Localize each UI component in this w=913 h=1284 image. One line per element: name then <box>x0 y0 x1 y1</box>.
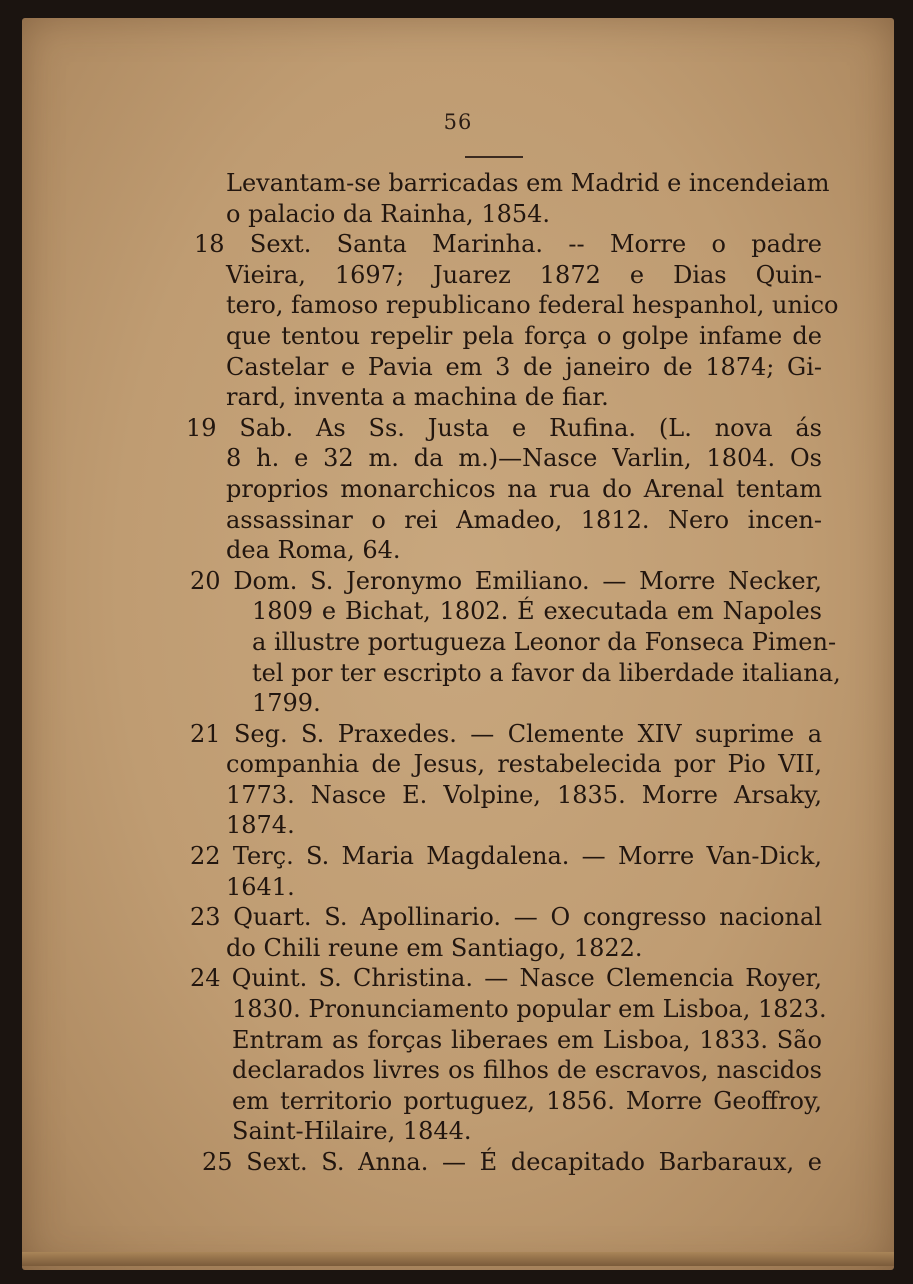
text-line: 1874. <box>226 811 295 840</box>
header-rule <box>465 156 523 158</box>
text-line: 19 Sab. As Ss. Justa e Rufina. (L. nova ás <box>186 413 822 442</box>
text-line: assassinar o rei Amadeo, 1812. Nero incen- <box>226 505 822 534</box>
text-line: que tentou repelir pela força o golpe infame de <box>226 321 822 350</box>
text-line: companhia de Jesus, restabelecida por Pio VII, <box>226 750 822 779</box>
text-line: Entram as forças liberaes em Lisboa, 1833. São <box>232 1025 822 1054</box>
text-line: declarados livres os filhos de escravos, nascidos <box>232 1056 822 1085</box>
text-line: Saint-Hilaire, 1844. <box>232 1117 472 1146</box>
text-line: 1830. Pronunciamento popular em Lisboa, 1823. <box>232 995 827 1024</box>
text-line: tero, famoso republicano federal hespanhol, unico <box>226 291 839 320</box>
text-line: 1799. <box>252 689 321 718</box>
text-line: 25 Sext. S. Anna. — É decapitado Barbaraux, e <box>202 1148 822 1176</box>
text-line: proprios monarchicos na rua do Arenal tentam <box>226 474 822 503</box>
text-line: em territorio portuguez, 1856. Morre Geoffroy, <box>232 1086 822 1115</box>
text-line: Levantam-se barricadas em Madrid e incendeiam <box>226 169 830 197</box>
page-text <box>182 168 841 1178</box>
text-line: 20 Dom. S. Jeronymo Emiliano. — Morre Necker, <box>190 566 822 595</box>
text-line: 8 h. e 32 m. da m.)—Nasce Varlin, 1804. Os <box>226 444 822 473</box>
text-line: rard, inventa a machina de fiar. <box>226 383 609 412</box>
text-line: 1641. <box>226 872 295 901</box>
text-line: 22 Terç. S. Maria Magdalena. — Morre Van-Dick, <box>190 842 822 871</box>
book-page <box>22 18 894 1270</box>
text-line: 23 Quart. S. Apollinario. — O congresso nacional <box>190 903 822 932</box>
text-line: o palacio da Rainha, 1854. <box>226 199 551 228</box>
text-line: 18 Sext. Santa Marinha. -- Morre o padre <box>194 230 822 259</box>
text-line: tel por ter escripto a favor da liberdade italiana, <box>252 658 841 687</box>
text-line: do Chili reune em Santiago, 1822. <box>226 933 643 962</box>
text-line: 24 Quint. S. Christina. — Nasce Clemencia Royer, <box>190 964 822 993</box>
text-line: a illustre portugueza Leonor da Fonseca Pimen- <box>252 627 837 656</box>
text-line: Vieira, 1697; Juarez 1872 e Dias Quin- <box>226 260 822 289</box>
text-line: dea Roma, 64. <box>226 536 401 565</box>
page-bottom-edge <box>22 1252 894 1266</box>
text-line: 21 Seg. S. Praxedes. — Clemente XIV suprime a <box>190 719 822 748</box>
text-line: Castelar e Pavia em 3 de janeiro de 1874; Gi- <box>226 352 822 381</box>
text-line: 1773. Nasce E. Volpine, 1835. Morre Arsaky, <box>226 780 822 809</box>
page-number: 56 <box>443 110 473 134</box>
text-line: 1809 e Bichat, 1802. É executada em Napoles <box>252 597 822 626</box>
